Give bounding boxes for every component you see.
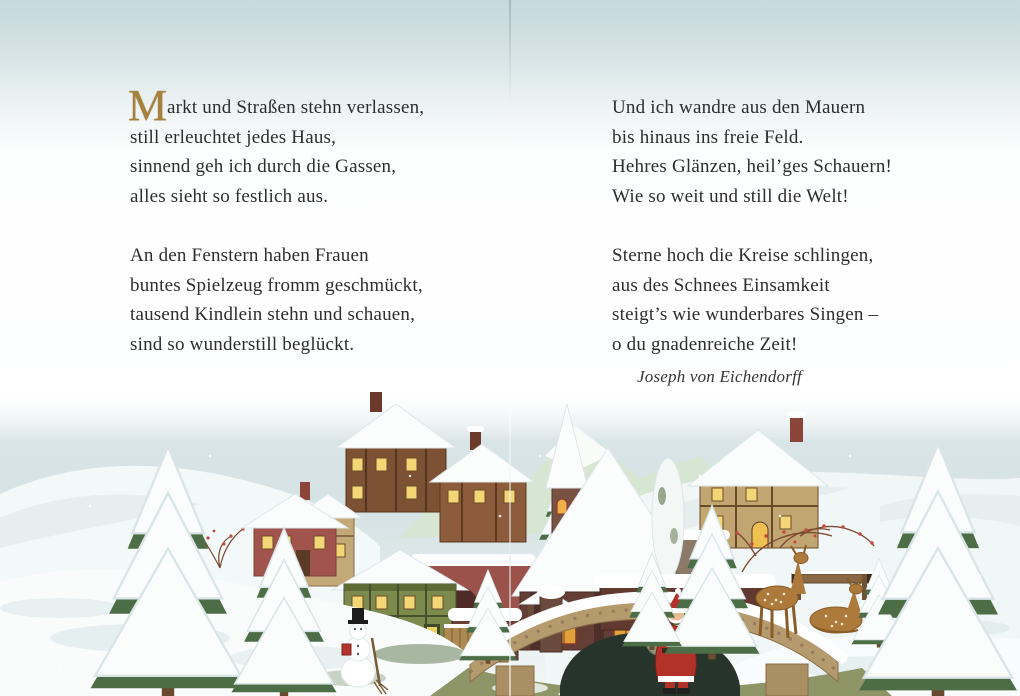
stanza-1 (128, 81, 425, 211)
winter-village-illustration (0, 386, 1020, 696)
poem-line: An den Fenstern haben Frauen (130, 244, 369, 266)
stanza-2 (130, 241, 424, 359)
poem-line-text: arkt und Straßen stehn verlassen, (167, 97, 425, 118)
poem-line (128, 81, 425, 130)
drop-cap-initial: M (128, 81, 168, 130)
poem-line: buntes Spielzeug fromm geschmückt, (130, 274, 423, 296)
poem-column-left (128, 81, 425, 359)
stanza-4 (612, 241, 892, 359)
poem-line: alles sieht so festlich aus. (130, 185, 329, 207)
poem-line: sind so wunderstill beglückt. (130, 333, 355, 355)
poem-line: aus des Schnees Einsamkeit (612, 274, 830, 296)
poem-line: o du gnadenreiche Zeit! (612, 333, 798, 355)
poem-line: Und ich wandre aus den Mauern (612, 97, 866, 118)
poem-line: tausend Kindlein stehn und schauen, (130, 304, 416, 326)
stanza-3 (612, 93, 892, 211)
poem-attribution: Joseph von Eichendorff (637, 367, 802, 387)
poem-line: still erleuchtet jedes Haus, (130, 126, 337, 148)
poem-column-right (612, 93, 892, 392)
poem-line: bis hinaus ins freie Feld. (612, 126, 804, 148)
poem-line: Sterne hoch die Kreise schlingen, (612, 244, 874, 266)
poem-line: Wie so weit und still die Welt! (612, 185, 849, 207)
poem-line: steigt’s wie wunderbares Singen – (612, 304, 879, 326)
poem-line: sinnend geh ich durch die Gassen, (130, 156, 397, 178)
poem-line: Hehres Glänzen, heil’ges Schauern! (612, 156, 893, 178)
